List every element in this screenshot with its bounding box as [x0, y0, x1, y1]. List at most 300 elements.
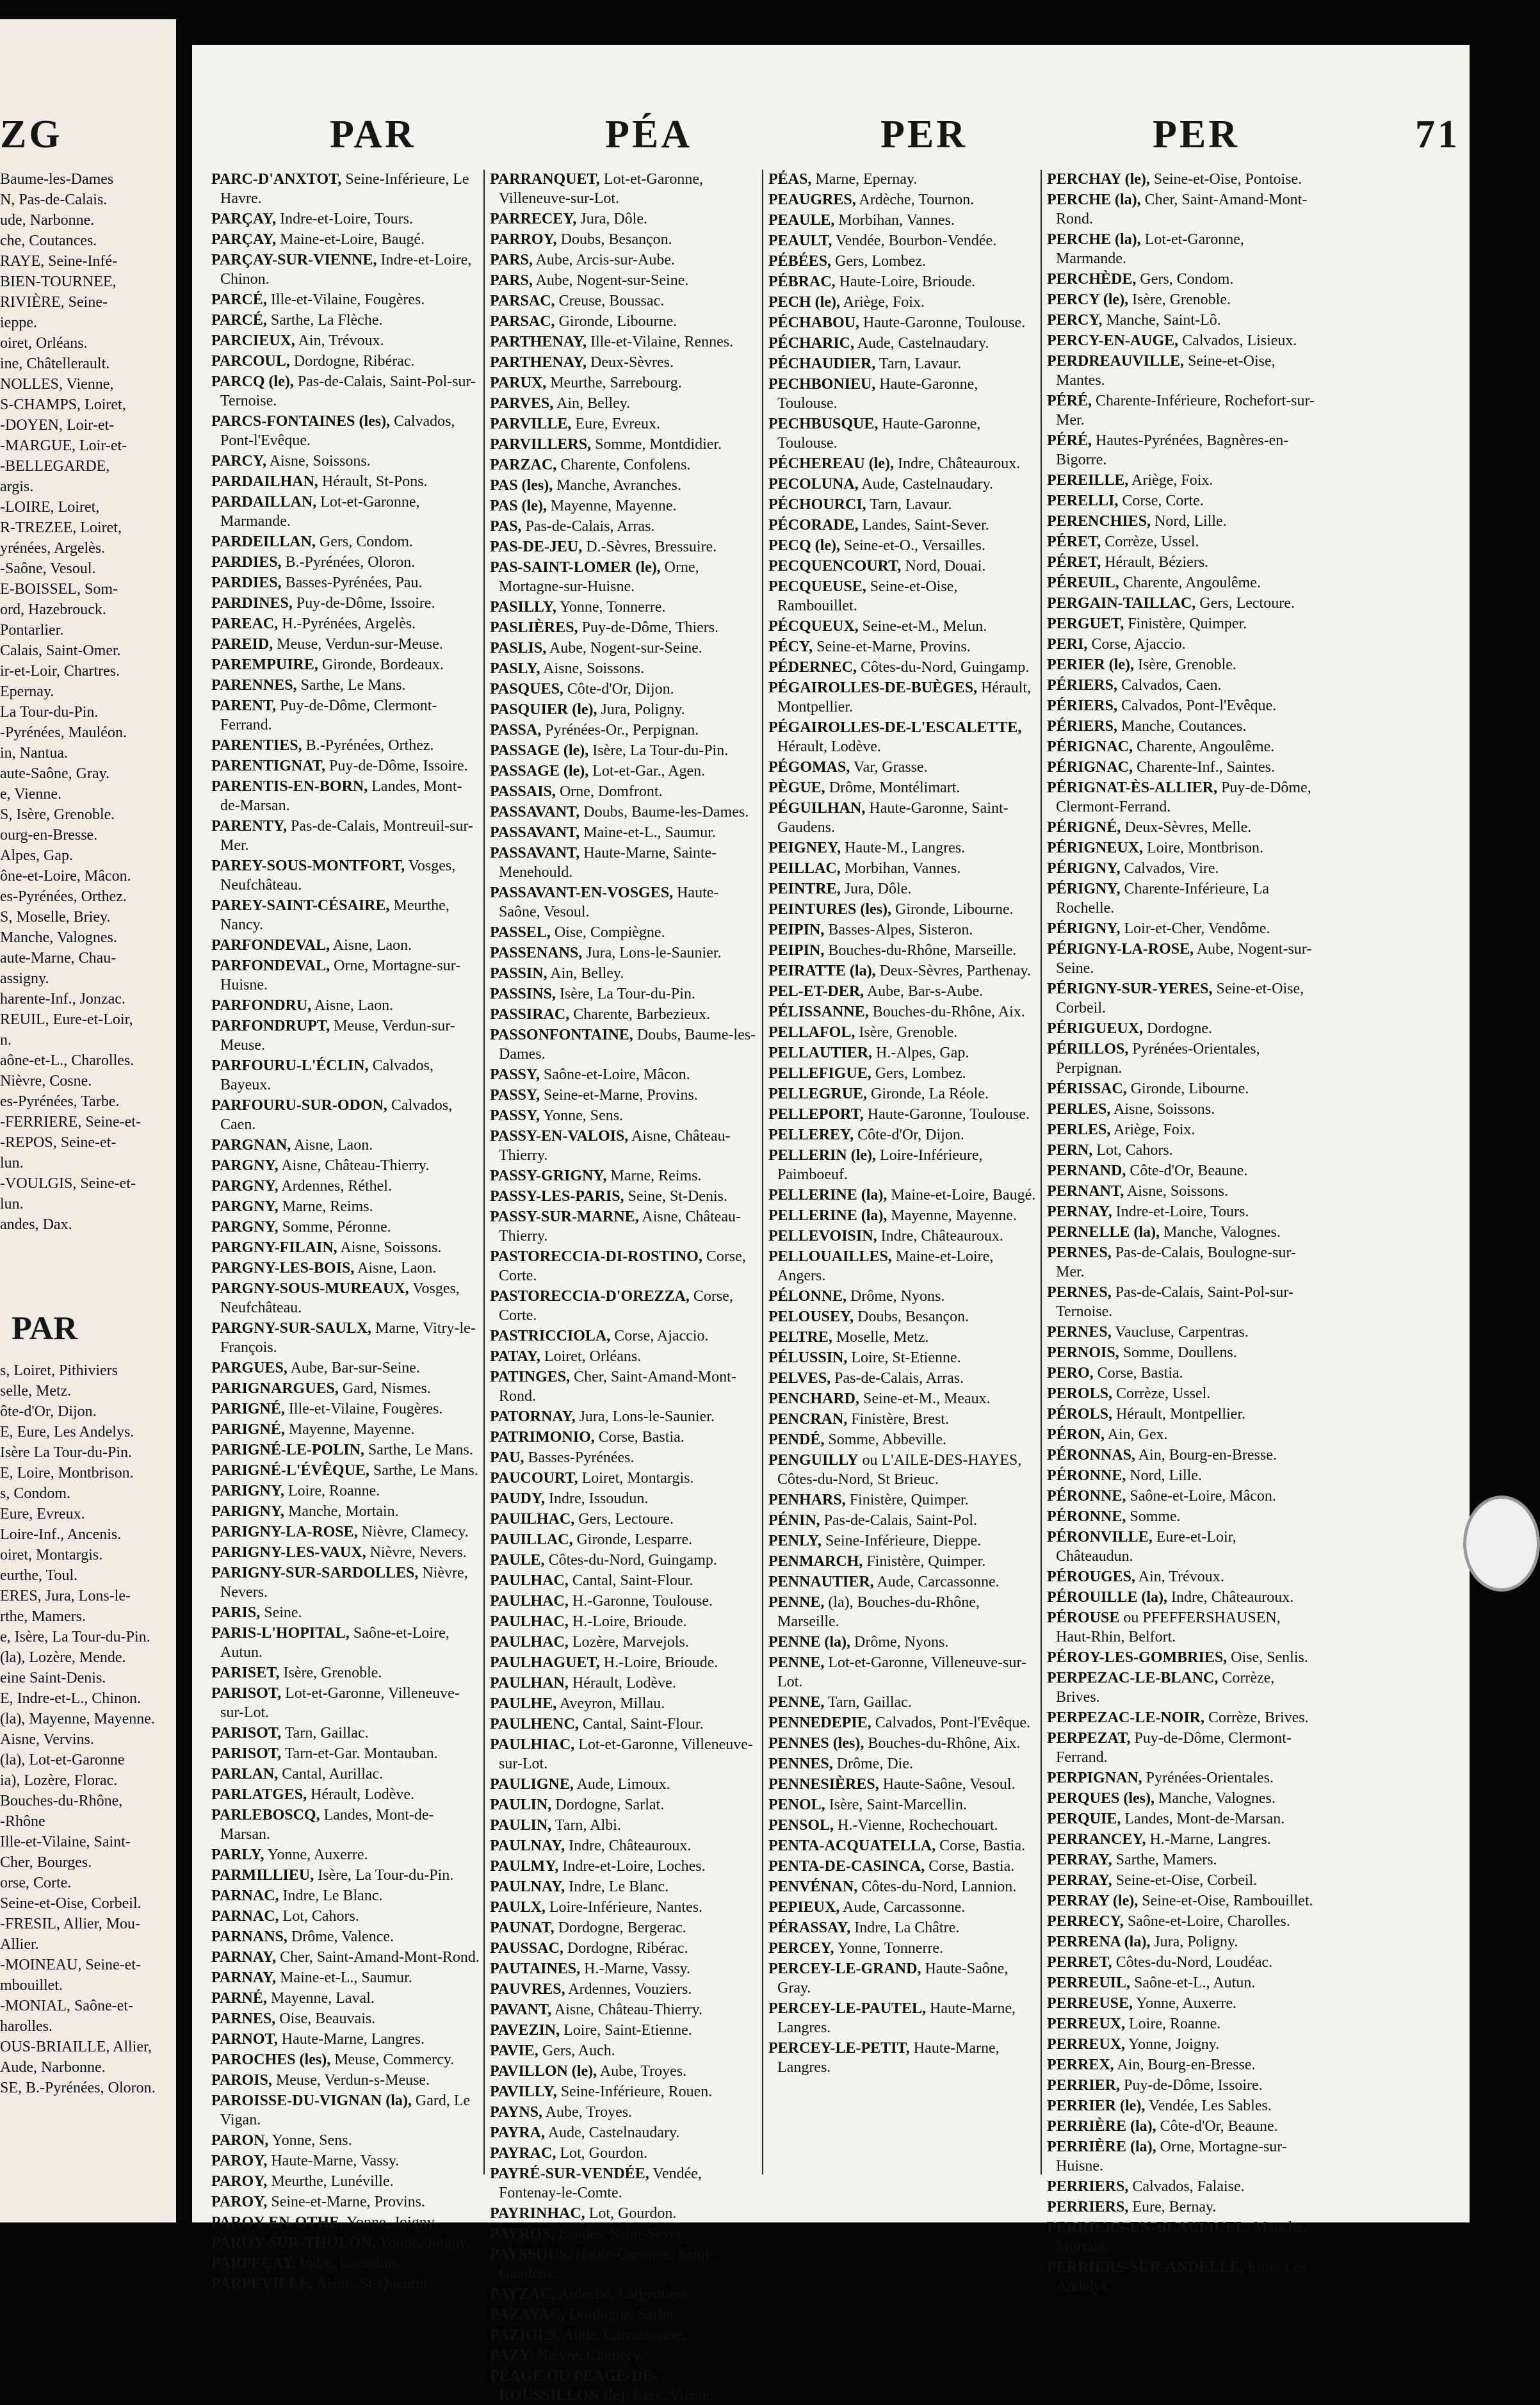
- gazetteer-entry: [1047, 1871, 1316, 1890]
- fragment-line: (la), Mayenne, Mayenne.: [0, 1711, 155, 1727]
- entry-location: Saône-et-L., Autun.: [1130, 1975, 1256, 1991]
- entry-location: H.-Loire, Brioude.: [599, 1654, 718, 1671]
- entry-location: Côte-d'Or, Beaune.: [1126, 1162, 1248, 1179]
- entry-location: Seine-et-Marne, Provins.: [813, 639, 971, 655]
- entry-headword: PARS,: [490, 272, 533, 289]
- fragment-line: S-CHAMPS, Loiret,: [0, 396, 126, 413]
- entry-headword: PÉGOMAS,: [768, 759, 850, 776]
- gazetteer-entry: [1047, 1466, 1316, 1485]
- gazetteer-entry: [211, 1603, 480, 1622]
- entry-headword: PASQUES,: [490, 681, 563, 697]
- entry-location: Côte-d'Or, Dijon.: [563, 681, 674, 697]
- gazetteer-entry: [1047, 1079, 1316, 1098]
- entry-location: Aude, Castelnaudary.: [854, 335, 989, 352]
- entry-location: Finistère, Quimper.: [845, 1492, 969, 1508]
- gazetteer-entry: [211, 594, 480, 613]
- gazetteer-entry: [490, 1407, 759, 1426]
- entry-location: Haute-Garonne, Toulouse.: [777, 416, 981, 452]
- entry-headword: PERPEZAT,: [1047, 1730, 1131, 1747]
- entry-headword: PARIGNY,: [211, 1503, 285, 1520]
- entry-headword: PARSAC,: [490, 293, 555, 309]
- gazetteer-entry: [211, 2009, 480, 2028]
- gazetteer-entry: [211, 2172, 480, 2191]
- gazetteer-entry: [490, 1918, 759, 1937]
- entry-headword: PARCIEUX,: [211, 332, 295, 349]
- entry-location: Somme.: [1126, 1508, 1181, 1525]
- gazetteer-entry: [490, 2041, 759, 2060]
- entry-location: Morbihan, Vannes.: [834, 212, 955, 229]
- entry-headword: PÉLONNE,: [768, 1288, 847, 1305]
- fragment-line: SE, B.-Pyrénées, Oloron.: [0, 2080, 156, 2096]
- gazetteer-entry: [490, 1005, 759, 1024]
- gazetteer-entry: [768, 1043, 1037, 1063]
- entry-headword: PÉRET,: [1047, 554, 1101, 571]
- entry-headword: PARFONDEVAL,: [211, 937, 330, 954]
- entry-headword: PASSAVANT-EN-VOSGES,: [490, 885, 674, 901]
- entry-location: Aisne, Soissons.: [540, 660, 645, 677]
- fragment-line: ord, Hazebrouck.: [0, 601, 106, 618]
- entry-headword: PAROCHES (les),: [211, 2051, 331, 2068]
- entry-headword: PARIGNARGUES,: [211, 1380, 339, 1397]
- entry-location: Vendée, Bourbon-Vendée.: [832, 232, 997, 249]
- gazetteer-entry: [490, 291, 759, 311]
- entry-headword: PÉROUSE: [1047, 1610, 1120, 1626]
- entry-headword: PERREUSE,: [1047, 1995, 1133, 2012]
- entry-headword: PÉRIGUEUX,: [1047, 1020, 1144, 1037]
- entry-headword: PARIGNY-SUR-SARDOLLES,: [211, 1565, 419, 1581]
- gazetteer-entry: [211, 452, 480, 471]
- gazetteer-entry: [211, 170, 480, 208]
- fragment-line: ône-et-Loire, Mâcon.: [0, 868, 131, 885]
- entry-location: Aude, Carcassonne.: [873, 1574, 1000, 1590]
- fragment-line: orse, Corte.: [0, 1875, 72, 1891]
- gazetteer-entry: [211, 1989, 480, 2008]
- entry-location: Isère, La Tour-du-Pin.: [314, 1867, 454, 1884]
- entry-headword: PAVILLON (le),: [490, 2063, 597, 2080]
- entry-location: Nièvre, Clamecy.: [357, 1524, 469, 1540]
- entry-location: Corse, Bastia.: [1093, 1365, 1183, 1382]
- entry-location: Puy-de-Dôme, Clermont-Ferrand.: [1056, 779, 1311, 815]
- entry-headword: PECHBUSQUE,: [768, 416, 879, 432]
- gazetteer-entry: [1047, 1161, 1316, 1180]
- entry-location: Ain, Trévoux.: [1135, 1569, 1224, 1585]
- gazetteer-entry: [1047, 1384, 1316, 1403]
- fragment-line: BIEN-TOURNEE,: [0, 273, 117, 290]
- entry-location: Aisne, Laon.: [354, 1260, 437, 1276]
- entry-headword: PAUILHAC,: [490, 1511, 575, 1528]
- entry-headword: PERNANT,: [1047, 1183, 1124, 1200]
- entry-location: Calvados, Falaise.: [1128, 2178, 1245, 2195]
- entry-headword: PARDIES,: [211, 575, 282, 591]
- entry-headword: PAROY,: [211, 2194, 268, 2210]
- entry-location: Loire-Inférieure, Paimboeuf.: [777, 1147, 983, 1183]
- gazetteer-entry: [768, 1795, 1037, 1814]
- previous-page-running-head: ZG: [0, 113, 63, 156]
- entry-location: Landes, Mont-de-Marsan.: [1121, 1811, 1285, 1827]
- entry-location: Drôme, Nyons.: [850, 1634, 949, 1651]
- entry-headword: PEAUGRES,: [768, 192, 856, 208]
- entry-headword: PARGNY,: [211, 1198, 279, 1215]
- entry-headword: PAVANT,: [490, 2001, 552, 2018]
- fragment-line: -LOIRE, Loiret,: [0, 499, 100, 516]
- gazetteer-entry: [1047, 1994, 1316, 2013]
- entry-location: Sarthe, Le Mans.: [364, 1442, 473, 1458]
- gazetteer-entry: [768, 1125, 1037, 1145]
- entry-headword: PAYNS,: [490, 2104, 543, 2121]
- entry-location: Aisne, Château-Thierry.: [499, 1209, 741, 1244]
- gazetteer-entry: [1047, 230, 1316, 268]
- entry-headword: PASSAGE (le),: [490, 763, 589, 779]
- entry-location: Orne, Mortagne-sur-Huisne.: [220, 958, 461, 993]
- gazetteer-entry: [768, 1328, 1037, 1347]
- entry-location: Lot-et-Garonne, Villeneuve-sur-Lot.: [499, 171, 704, 207]
- entry-location: Indre, Châteauroux.: [1167, 1589, 1294, 1606]
- entry-location: Dordogne, Ribérac.: [563, 1940, 688, 1957]
- entry-location: Sarthe, Mamers.: [1112, 1852, 1217, 1868]
- gazetteer-entry: [490, 2123, 759, 2142]
- gazetteer-entry: [211, 209, 480, 229]
- gazetteer-entry: [490, 1187, 759, 1206]
- entry-headword: PAROIS,: [211, 2072, 272, 2089]
- entry-headword: PARIGNY,: [211, 1483, 285, 1499]
- gazetteer-entry: [1047, 553, 1316, 572]
- gazetteer-entry: [1047, 2096, 1316, 2116]
- entry-headword: PARCÉ,: [211, 291, 267, 308]
- gazetteer-entry: [490, 476, 759, 495]
- entry-location: Meurthe, Lunéville.: [267, 2173, 394, 2190]
- gazetteer-entry: [768, 1552, 1037, 1571]
- gazetteer-entry: [768, 1836, 1037, 1855]
- entry-headword: PARGNAN,: [211, 1137, 291, 1154]
- entry-headword: PÉREUIL,: [1047, 575, 1119, 591]
- entry-location: Aisne, Château-Thierry.: [278, 1157, 430, 1174]
- entry-location: Pas-de-Calais, Arras.: [521, 518, 655, 535]
- entry-headword: PARRECEY,: [490, 211, 577, 227]
- entry-headword: PÉRIGNY,: [1047, 881, 1121, 897]
- entry-location: Aube, Troyes.: [542, 2104, 633, 2121]
- gazetteer-entry: [768, 1430, 1037, 1449]
- entry-location: Loiret, Montargis.: [578, 1470, 694, 1487]
- entry-location: Dordogne, Sarlat.: [565, 2306, 678, 2323]
- entry-headword: PARÇAY,: [211, 211, 277, 227]
- entry-location: Sarthe, La Flèche.: [266, 312, 383, 329]
- entry-location: Orne, Domfront.: [555, 783, 663, 800]
- entry-location: Ain, Belley.: [547, 965, 624, 982]
- entry-headword: PARNAY,: [211, 1969, 277, 1986]
- entry-headword: PELLAUTIER,: [768, 1045, 873, 1061]
- entry-location: Aisne, Laon.: [330, 937, 412, 954]
- entry-headword: PECHBONIEU,: [768, 376, 876, 393]
- entry-location: Loire, Roanne.: [1125, 2016, 1221, 2032]
- gazetteer-entry: [490, 1735, 759, 1773]
- entry-location: Mayenne, Mayenne.: [284, 1421, 415, 1438]
- entry-headword: PERRANCEY,: [1047, 1831, 1146, 1848]
- entry-headword: PARNAY,: [211, 1949, 277, 1966]
- gazetteer-entry: [1047, 270, 1316, 289]
- entry-headword: PENHARS,: [768, 1492, 846, 1508]
- gazetteer-entry: [768, 1064, 1037, 1083]
- entry-headword: PAROY-SUR-THOLON,: [211, 2235, 376, 2251]
- entry-headword: PÉRIGNÉ,: [1047, 819, 1121, 836]
- entry-headword: PERENCHIES,: [1047, 513, 1151, 530]
- gazetteer-entry: [1047, 1708, 1316, 1727]
- entry-headword: PERRAY (le),: [1047, 1893, 1139, 1909]
- column-rule: [762, 170, 763, 2174]
- entry-headword: PAUCOURT,: [490, 1470, 578, 1487]
- entry-location: Meurthe, Sarrebourg.: [546, 375, 682, 391]
- gazetteer-entry: [768, 778, 1037, 797]
- entry-headword: PARENTY,: [211, 818, 288, 835]
- entry-headword: PARLEBOSCQ,: [211, 1807, 320, 1823]
- entry-location: Côte-d'Or, Dijon.: [854, 1127, 964, 1143]
- entry-headword: PERRIÈRE (la),: [1047, 2118, 1156, 2135]
- fragment-line: s, Condom.: [0, 1485, 71, 1502]
- entry-headword: PERNAND,: [1047, 1162, 1126, 1179]
- gazetteer-entry: [211, 856, 480, 895]
- entry-location: Yonne, Joigny.: [343, 2214, 438, 2231]
- entry-headword: PASSY,: [490, 1107, 540, 1124]
- entry-location: Tarn, Gaillac.: [281, 1725, 369, 1741]
- gazetteer-entry: [211, 817, 480, 855]
- entry-location: Doubs, Baume-les-Dames.: [580, 804, 749, 820]
- gazetteer-entry: [768, 1348, 1037, 1367]
- entry-location: Cher, Saint-Amand-Mont-Rond.: [276, 1949, 480, 1966]
- gazetteer-entry: [1047, 1768, 1316, 1788]
- entry-location: Corse, Corte.: [499, 1248, 746, 1284]
- entry-headword: PAUTAINES,: [490, 1961, 581, 1977]
- entry-location: Indre-et-Loire, Loches.: [558, 1858, 706, 1875]
- entry-location: Corrèze, Brives.: [1204, 1709, 1309, 1726]
- gazetteer-entry: [1047, 940, 1316, 978]
- entry-headword: PELLERIN (le),: [768, 1147, 876, 1164]
- gazetteer-entry: [211, 1886, 480, 1905]
- gazetteer-entry: [768, 1593, 1037, 1631]
- gazetteer-entry: [1047, 1243, 1316, 1282]
- entry-location: Puy-de-Dôme, Issoire.: [325, 758, 468, 774]
- fragment-line: es-Pyrénées, Orthez.: [0, 888, 127, 905]
- entry-location: ou L'AILE-DES-HAYES, Côtes-du-Nord, St Brieuc.: [777, 1452, 1022, 1488]
- gazetteer-entry: [490, 2000, 759, 2019]
- gazetteer-entry: [211, 1502, 480, 1521]
- entry-location: Jura, Poligny.: [597, 701, 685, 718]
- gazetteer-entry: [211, 1156, 480, 1175]
- fragment-line: n.: [0, 1032, 12, 1048]
- entry-headword: PARENTIES,: [211, 737, 302, 754]
- entry-headword: PÉRIGNY,: [1047, 860, 1121, 877]
- gazetteer-entry: [211, 777, 480, 815]
- gazetteer-entry: [490, 1877, 759, 1896]
- entry-location: Nord, Lille.: [1151, 513, 1227, 530]
- entry-location: Saône-et-Loire, Mâcon.: [540, 1066, 690, 1083]
- entry-location: Haute-Marne, Langres.: [777, 2040, 1000, 2076]
- entry-location: Basses-Pyrénées, Pau.: [281, 575, 423, 591]
- entry-location: Loire, Montbrison.: [1143, 840, 1263, 856]
- entry-headword: PÉROY-LES-GOMBRIES,: [1047, 1649, 1228, 1666]
- running-head-col2: PÉA: [605, 113, 692, 156]
- gazetteer-entry: [1047, 818, 1316, 837]
- entry-location: Aude, Limoux.: [573, 1776, 670, 1793]
- gazetteer-entry: [1047, 2218, 1316, 2256]
- fragment-line: Eure, Evreux.: [0, 1506, 85, 1522]
- fragment-line: -BELLEGARDE,: [0, 458, 110, 475]
- entry-location: Haute-M., Langres.: [841, 840, 966, 856]
- entry-headword: PARISOT,: [211, 1685, 282, 1702]
- gazetteer-entry: [768, 475, 1037, 494]
- entry-location: Manche, Saint-Lô.: [1102, 312, 1221, 329]
- entry-location: Aube, Nogent-sur-Seine.: [532, 272, 689, 289]
- fragment-line: in, Nantua.: [0, 745, 68, 762]
- entry-location: Isère, Vienne.: [628, 2387, 717, 2404]
- entry-headword: PAULHAC,: [490, 1634, 569, 1651]
- gazetteer-entry: [490, 1775, 759, 1794]
- entry-headword: PAS-DE-JEU,: [490, 539, 583, 555]
- gazetteer-entry: [1047, 431, 1316, 469]
- entry-headword: PARLATGES,: [211, 1786, 307, 1803]
- gazetteer-entry: [211, 1948, 480, 1967]
- entry-headword: PENOL,: [768, 1797, 825, 1813]
- entry-headword: PARIGNÉ,: [211, 1401, 285, 1417]
- entry-headword: PARGNY,: [211, 1219, 279, 1235]
- entry-headword: PEPIEUX,: [768, 1899, 840, 1916]
- previous-page-fragment: [0, 19, 176, 2222]
- gazetteer-entry: [211, 1724, 480, 1743]
- entry-headword: PARGNY-LES-BOIS,: [211, 1260, 355, 1276]
- entry-headword: PASQUIER (le),: [490, 701, 597, 718]
- entry-headword: PAROISSE-DU-VIGNAN (la),: [211, 2092, 412, 2109]
- entry-headword: PARIGNÉ-LE-POLIN,: [211, 1442, 364, 1458]
- entry-location: Cantal, Saint-Flour.: [578, 1716, 704, 1732]
- gazetteer-entry: [490, 680, 759, 699]
- entry-location: Côtes-du-Nord, Lannion.: [857, 1879, 1017, 1895]
- gazetteer-entry: [1047, 879, 1316, 918]
- fragment-line: RAYE, Seine-Infé-: [0, 253, 118, 270]
- entry-headword: PAREAC,: [211, 616, 279, 632]
- gazetteer-entry: [1047, 1809, 1316, 1829]
- entry-location: Calvados, Caen.: [1117, 677, 1222, 694]
- entry-headword: PAS (les),: [490, 477, 553, 494]
- gazetteer-entry: [1047, 1588, 1316, 1607]
- fragment-line: NOLLES, Vienne,: [0, 376, 114, 393]
- entry-location: Haute-Garonne, Toulouse.: [859, 314, 1026, 331]
- gazetteer-entry: [768, 838, 1037, 858]
- fragment-line: eine Saint-Denis.: [0, 1670, 106, 1686]
- entry-location: Yonne, Auxerre.: [1133, 1995, 1237, 2012]
- entry-headword: PERCY,: [1047, 312, 1103, 329]
- entry-location: Meurthe, Nancy.: [220, 897, 450, 933]
- entry-headword: PAULHE,: [490, 1695, 557, 1712]
- entry-headword: PARÇAY-SUR-VIENNE,: [211, 252, 377, 268]
- fragment-line: Baume-les-Dames: [0, 171, 114, 188]
- entry-location: Puy-de-Dôme, Issoire.: [1120, 2077, 1263, 2094]
- entry-headword: PARRANQUET,: [490, 171, 600, 188]
- entry-headword: PERCY (le),: [1047, 291, 1129, 308]
- gazetteer-entry: [211, 956, 480, 995]
- gazetteer-entry: [490, 823, 759, 842]
- gazetteer-entry: [768, 170, 1037, 189]
- gazetteer-entry: [211, 2213, 480, 2232]
- entry-headword: PECQUENCOURT,: [768, 558, 902, 575]
- gazetteer-entry: [1047, 190, 1316, 229]
- entry-location: Jura, Lons-le-Saunier.: [582, 945, 722, 961]
- entry-headword: PERNOIS,: [1047, 1344, 1119, 1361]
- entry-location: Gers, Lombez.: [871, 1065, 966, 1082]
- entry-location: Haute-Marne, Sainte-Menehould.: [499, 845, 717, 881]
- gazetteer-entry: [768, 1287, 1037, 1306]
- entry-headword: PÉRIGNY-LA-ROSE,: [1047, 941, 1194, 958]
- gazetteer-entry: [490, 1448, 759, 1467]
- gazetteer-entry: [1047, 919, 1316, 938]
- entry-location: H.-Marne, Langres.: [1146, 1831, 1271, 1848]
- entry-headword: PENNAUTIER,: [768, 1574, 874, 1590]
- fragment-line: assigny.: [0, 970, 49, 987]
- entry-location: Loire, Saint-Etienne.: [560, 2022, 692, 2039]
- entry-headword: PENDÉ,: [768, 1431, 825, 1448]
- gazetteer-entry: [1047, 1830, 1316, 1849]
- gazetteer-entry: [768, 1999, 1037, 2037]
- gazetteer-entry: [490, 1489, 759, 1508]
- entry-location: Aube, Arcis-sur-Aube.: [532, 252, 676, 268]
- gazetteer-entry: [211, 1379, 480, 1398]
- gazetteer-entry: [768, 1369, 1037, 1388]
- fragment-line: -MARGUE, Loir-et-: [0, 437, 127, 454]
- entry-headword: PÉNIN,: [768, 1512, 820, 1529]
- gazetteer-entry: [490, 984, 759, 1004]
- gazetteer-entry: [490, 271, 759, 290]
- entry-headword: PERRIER,: [1047, 2077, 1121, 2094]
- entry-location: Gironde, La Réole.: [867, 1086, 989, 1102]
- entry-headword: PARGNY,: [211, 1157, 279, 1174]
- entry-headword: PARNOT,: [211, 2031, 278, 2048]
- entry-location: Mayenne, Mayenne.: [546, 498, 677, 514]
- fragment-line: REUIL, Eure-et-Loir,: [0, 1011, 133, 1028]
- fragment-line: -Saône, Vesoul.: [0, 560, 96, 577]
- entry-location: Pas-de-Calais, Saint-Pol-sur-Ternoise.: [220, 373, 476, 409]
- entry-location: Somme, Montdidier.: [591, 436, 722, 453]
- gazetteer-entry: [211, 493, 480, 531]
- entry-headword: PÉCHOURCI,: [768, 496, 866, 513]
- entry-headword: PERREUIL,: [1047, 1975, 1131, 1991]
- gazetteer-entry: [1047, 979, 1316, 1018]
- gazetteer-entry: [768, 1754, 1037, 1773]
- entry-headword: PELLEPORT,: [768, 1106, 864, 1123]
- entry-location: Morbihan, Vannes.: [840, 860, 961, 877]
- gazetteer-entry: [490, 1939, 759, 1958]
- entry-location: Corrèze, Brives.: [1056, 1670, 1275, 1706]
- column-2: [490, 170, 759, 2404]
- entry-location: Mayenne, Mayenne.: [887, 1207, 1017, 1224]
- entry-headword: PASLIS,: [490, 640, 547, 656]
- entry-location: Seine-Inférieure, Le Havre.: [220, 171, 469, 207]
- entry-location: Côtes-du-Nord, Guingamp.: [544, 1552, 717, 1569]
- gazetteer-entry: [211, 1420, 480, 1439]
- fragment-line: mbouillet.: [0, 1977, 63, 1994]
- entry-location: Aube, Nogent-sur-Seine.: [546, 640, 702, 656]
- gazetteer-entry: [1047, 676, 1316, 695]
- fragment-line: S, Moselle, Briey.: [0, 909, 111, 925]
- previous-page-subheading: PAR: [12, 1310, 78, 1347]
- gazetteer-entry: [490, 1836, 759, 1855]
- gazetteer-entry: [211, 1056, 480, 1095]
- entry-headword: PERNES,: [1047, 1284, 1112, 1301]
- entry-headword: PENVÉNAN,: [768, 1879, 858, 1895]
- fragment-line: harente-Inf., Jonzac.: [0, 991, 126, 1007]
- entry-location: Tarn, Lavaur.: [875, 355, 962, 372]
- entry-location: Dordogne, Ribérac.: [289, 353, 415, 370]
- entry-location: Aube, Bar-s-Aube.: [864, 983, 984, 1000]
- gazetteer-entry: [490, 700, 759, 719]
- gazetteer-entry: [490, 455, 759, 475]
- entry-location: Basses-Pyrénées.: [524, 1449, 635, 1466]
